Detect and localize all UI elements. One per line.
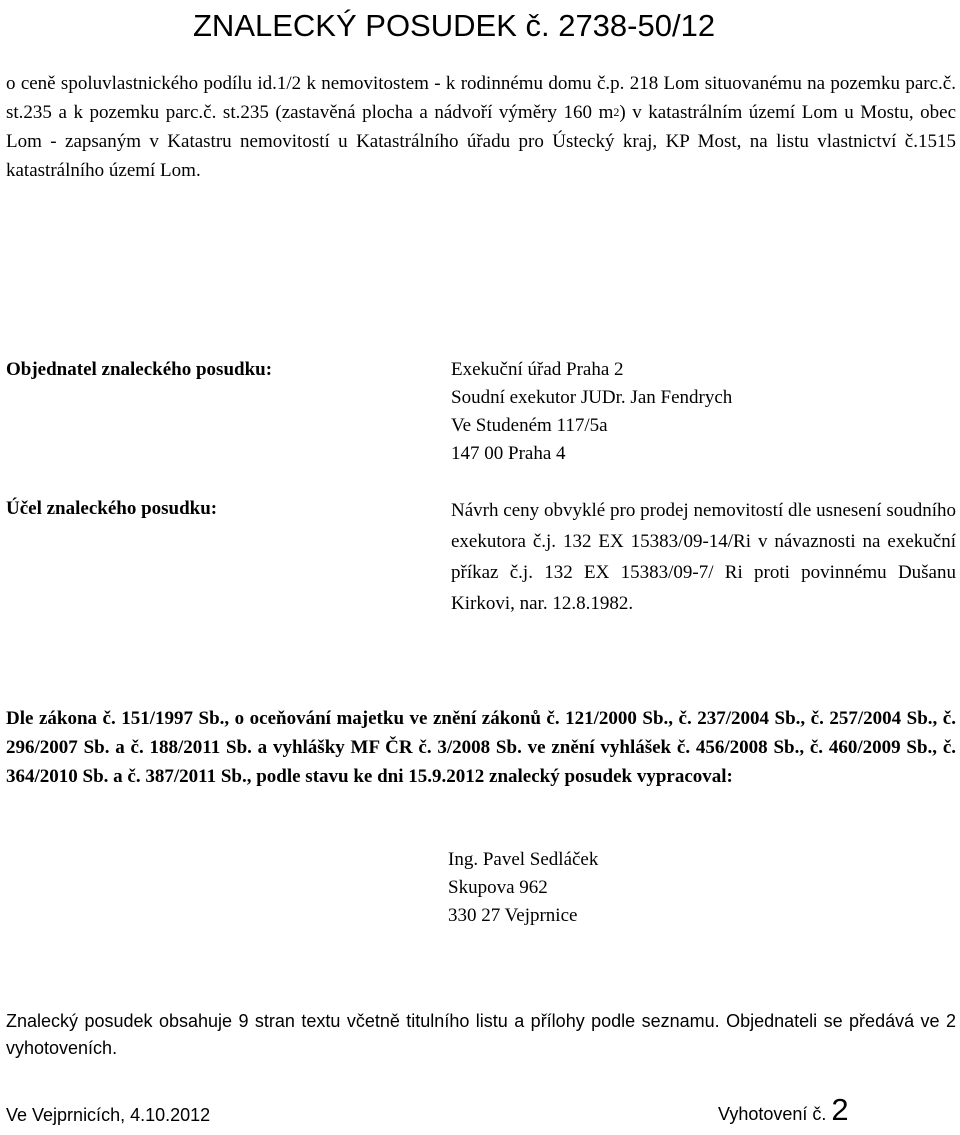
orderer-line-city: 147 00 Praha 4	[451, 443, 566, 464]
document-title: ZNALECKÝ POSUDEK č. 2738-50/12	[193, 8, 716, 43]
copy-number	[718, 1092, 849, 1132]
subject-text-part1: o ceně spoluvlastnického podílu id.1/2 k nemovitostem - k rodinnému domu č.p. 218 Lom situovanému na pozemku parc.č. st.235 a k pozemku parc.č. st.235 (zastavěná plocha a nádvoří výměry 160 m	[6, 73, 956, 123]
copy-label: Vyhotovení č.	[718, 1104, 827, 1124]
place-and-date: Ve Vejprnicích, 4.10.2012	[6, 1105, 211, 1125]
area-unit-superscript: 2	[613, 105, 620, 119]
orderer-label: Objednatel znaleckého posudku:	[6, 359, 273, 380]
page-count-note: Znalecký posudek obsahuje 9 stran textu včetně titulního listu a přílohy podle seznamu. Objednateli se předává ve 2 vyhotoveních.	[6, 1011, 956, 1058]
law-statement: Dle zákona č. 151/1997 Sb., o oceňování majetku ve znění zákonů č. 121/2000 Sb., č. 237/2004 Sb., č. 257/2004 Sb., č. 296/2007 Sb. a č. 188/2011 Sb. a vyhlášky MF ČR č. 3/2008 Sb. ve znění vyhlášek č. 456/2008 Sb., č. 460/2009 Sb., č. 364/2010 Sb. a č. 387/2011 Sb., podle stavu ke dni 15.9.2012 znalecký posudek vypracoval:	[6, 708, 956, 787]
author-city: 330 27 Vejprnice	[448, 905, 578, 926]
orderer-details	[451, 356, 951, 468]
orderer-line-street: Ve Studeném 117/5a	[451, 415, 608, 436]
orderer-line-executor: Soudní exekutor JUDr. Jan Fendrych	[451, 387, 733, 408]
subject-description	[6, 69, 956, 185]
author-street: Skupova 962	[448, 877, 548, 898]
author-name: Ing. Pavel Sedláček	[448, 849, 599, 870]
subject-text-part2: ) v katastrálním území Lom u Mostu, obec Lom - zapsaným v Katastru nemovitostí u Katastrálního úřadu pro Ústecký kraj, KP Most, na listu vlastnictví č.1515 katastrálního území Lom.	[6, 102, 957, 181]
author-block	[448, 846, 598, 930]
orderer-line-office: Exekuční úřad Praha 2	[451, 359, 624, 380]
copy-number-value: 2	[831, 1092, 849, 1127]
purpose-text: Návrh ceny obvyklé pro prodej nemovitostí dle usnesení soudního exekutora č.j. 132 EX 15383/09-14/Ri v návaznosti na exekuční příkaz č.j. 132 EX 15383/09-7/ Ri proti povinnému Dušanu Kirkovi, nar. 12.8.1982.	[451, 500, 956, 614]
purpose-label: Účel znaleckého posudku:	[6, 498, 218, 519]
